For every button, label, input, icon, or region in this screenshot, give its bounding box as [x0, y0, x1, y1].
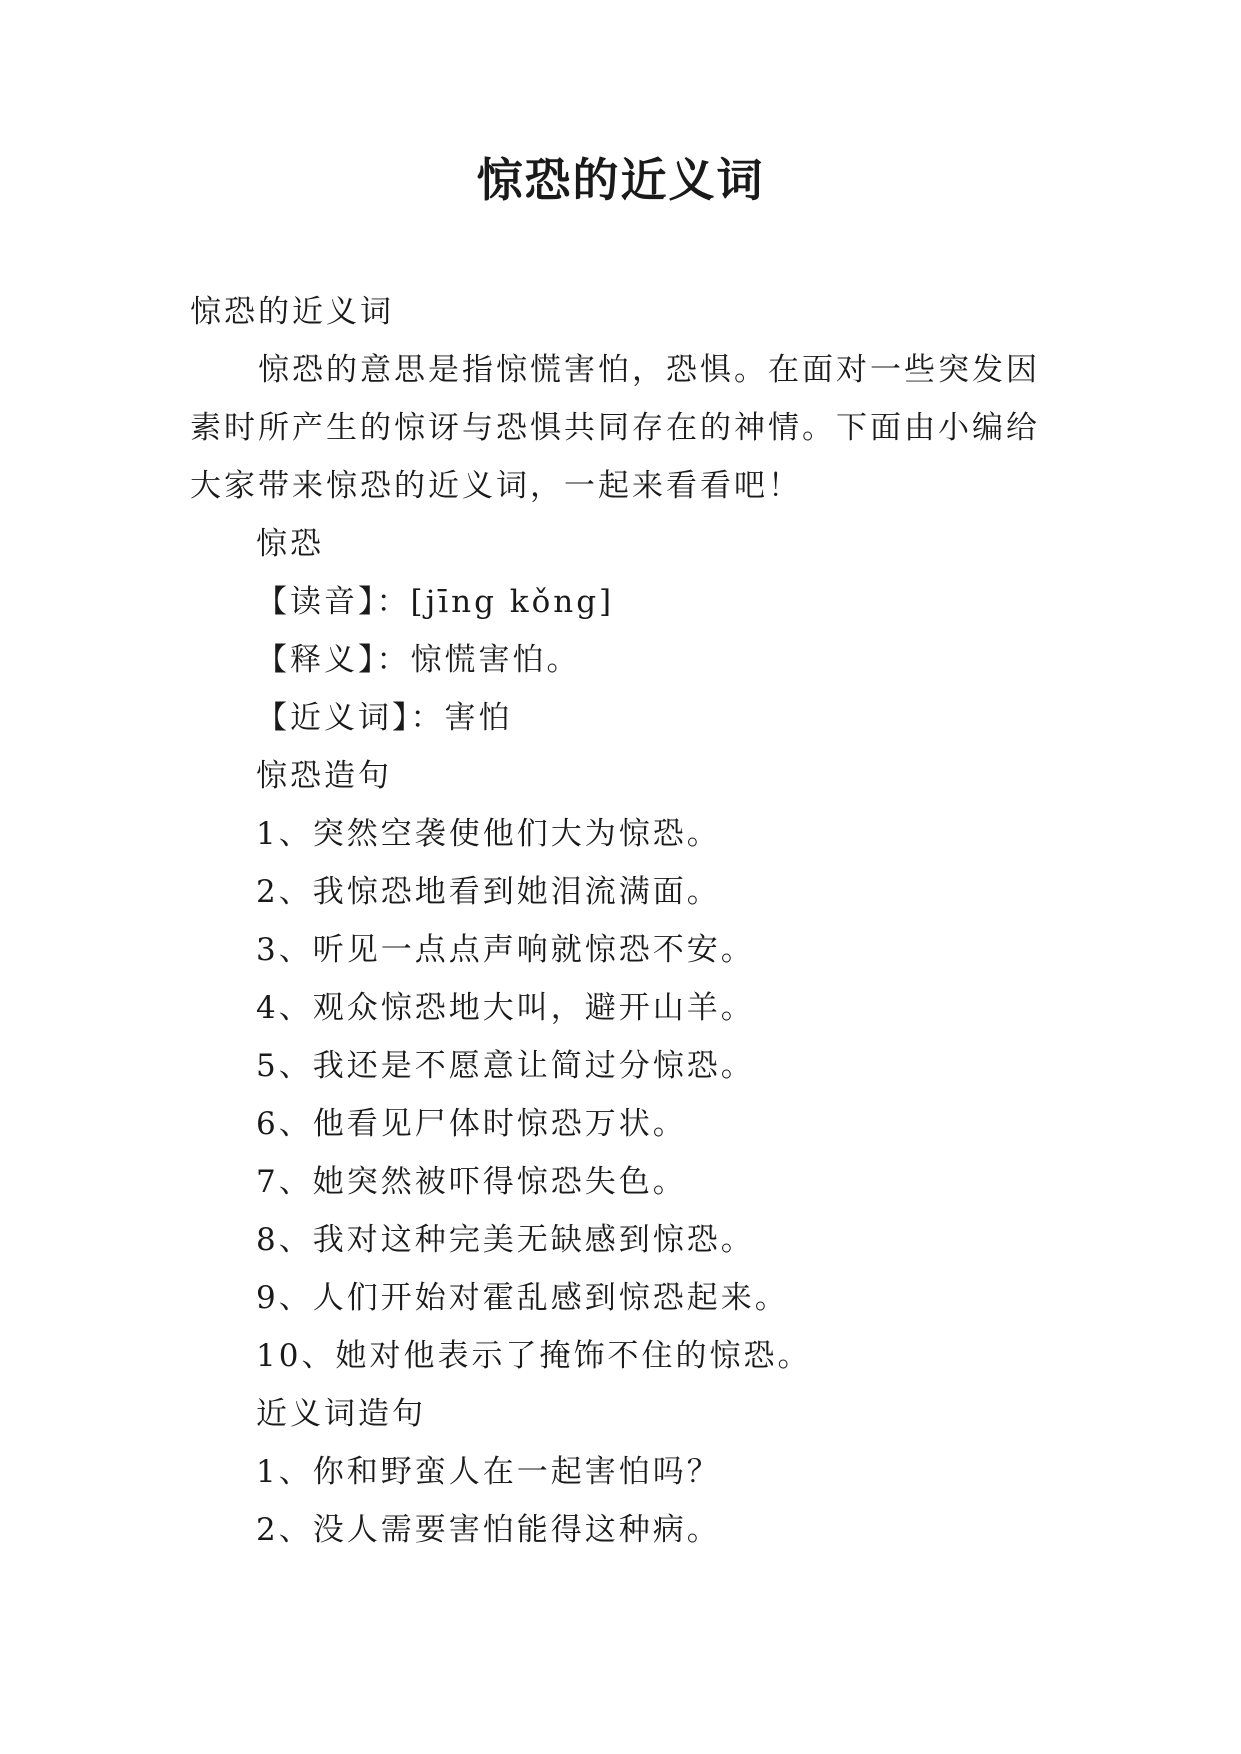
- example-sentence: 4、观众惊恐地大叫，避开山羊。: [256, 990, 755, 1026]
- example-sentence: 8、我对这种完美无缺感到惊恐。: [256, 1222, 755, 1258]
- word-heading: 惊恐: [256, 526, 324, 562]
- document-body: [190, 283, 1055, 1559]
- intro-paragraph: 惊恐的意思是指惊慌害怕，恐惧。在面对一些突发因素时所产生的惊讶与恐惧共同存在的神情。下面由小编给大家带来惊恐的近义词，一起来看看吧！: [190, 352, 1040, 504]
- document-title: 惊恐的近义词: [476, 153, 765, 207]
- pronunciation-line: 【读音】：[jīng kǒng]: [256, 584, 615, 620]
- synonym-sentence: 2、没人需要害怕能得这种病。: [256, 1512, 721, 1548]
- example-sentence: 2、我惊恐地看到她泪流满面。: [256, 874, 721, 910]
- synonym-sentences-heading: 近义词造句: [256, 1396, 426, 1432]
- example-sentence: 5、我还是不愿意让简过分惊恐。: [256, 1048, 755, 1084]
- definition-line: 【释义】：惊慌害怕。: [256, 642, 581, 678]
- synonym-sentence: 1、你和野蛮人在一起害怕吗？: [256, 1454, 721, 1490]
- example-sentence: 10、她对他表示了掩饰不住的惊恐。: [256, 1338, 812, 1374]
- example-sentence: 7、她突然被吓得惊恐失色。: [256, 1164, 687, 1200]
- example-sentence: 1、突然空袭使他们大为惊恐。: [256, 816, 721, 852]
- example-sentence: 6、他看见尸体时惊恐万状。: [256, 1106, 687, 1142]
- example-sentence: 3、听见一点点声响就惊恐不安。: [256, 932, 755, 968]
- example-sentence: 9、人们开始对霍乱感到惊恐起来。: [256, 1280, 789, 1316]
- sentences-heading: 惊恐造句: [256, 758, 392, 794]
- section-heading: 惊恐的近义词: [190, 294, 394, 330]
- synonym-line: 【近义词】：害怕: [256, 700, 513, 736]
